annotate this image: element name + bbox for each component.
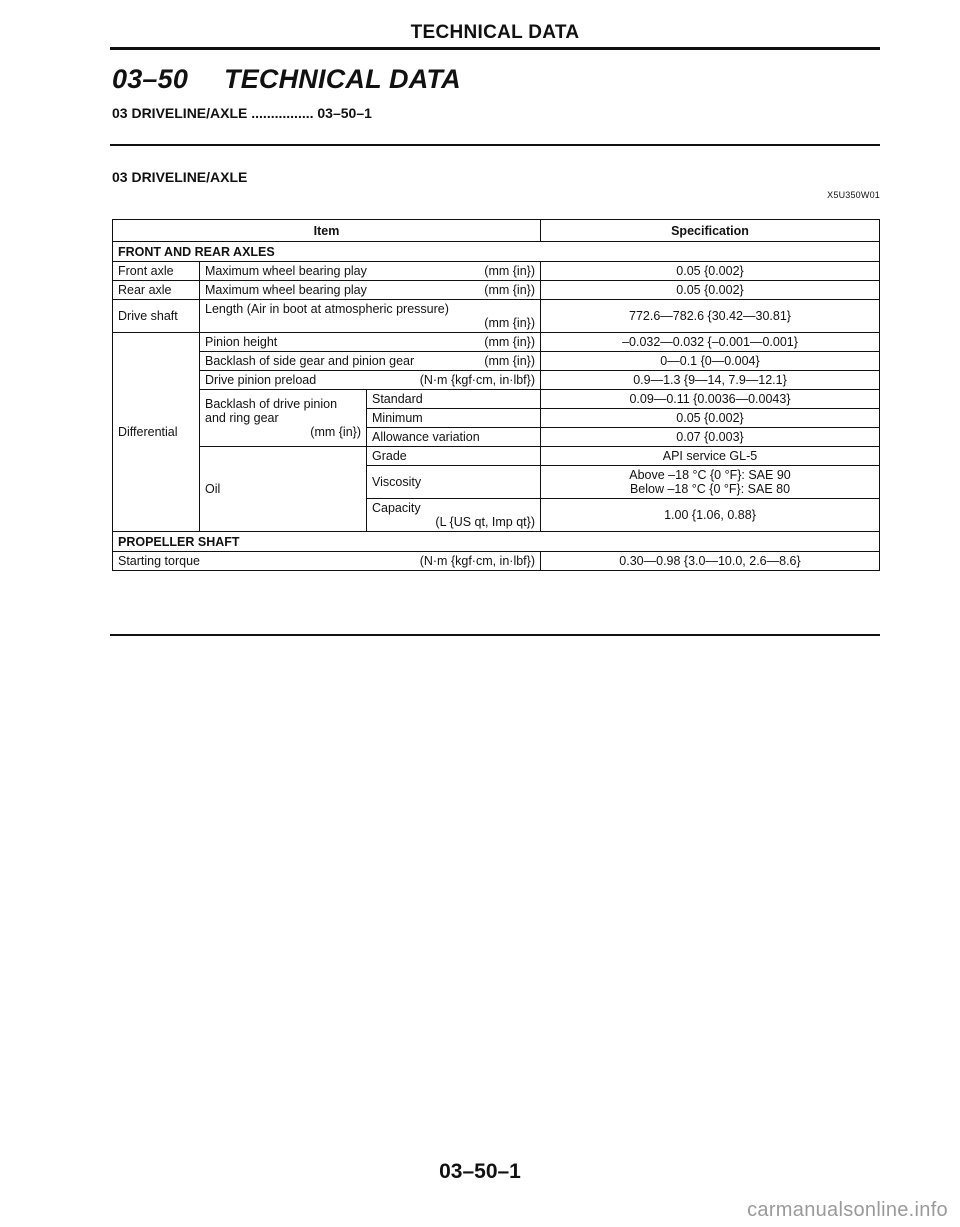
backlash-side-item	[200, 352, 541, 371]
oil-grade-label: Grade	[367, 447, 541, 466]
item-text: Starting torque	[118, 554, 200, 568]
backlash-minimum-spec: 0.05 {0.002}	[541, 409, 880, 428]
unit-text: (mm {in})	[484, 316, 535, 330]
starting-torque-spec: 0.30—0.98 {3.0—10.0, 2.6—8.6}	[541, 552, 880, 571]
header-item: Item	[113, 220, 541, 242]
unit-text: (mm {in})	[310, 425, 361, 439]
pinion-preload-item	[200, 371, 541, 390]
item-text: Length (Air in boot at atmospheric pressure)	[205, 302, 449, 316]
spec-line2: Below –18 °C {0 °F}: SAE 80	[629, 482, 791, 496]
toc-leader: ................	[247, 105, 318, 121]
table-row	[113, 552, 880, 571]
header-rule	[110, 47, 880, 50]
rear-axle-spec: 0.05 {0.002}	[541, 281, 880, 300]
header-spec: Specification	[541, 220, 880, 242]
running-header: TECHNICAL DATA	[410, 22, 580, 43]
bottom-rule	[110, 634, 880, 636]
section-row-axles	[113, 242, 880, 262]
section-number: 03–50	[112, 64, 189, 94]
table-row	[113, 262, 880, 281]
table-row	[113, 352, 880, 371]
unit-text: (mm {in})	[484, 264, 535, 278]
unit-text: (N·m {kgf·cm, in·lbf})	[419, 554, 535, 568]
toc-entry[interactable]	[112, 105, 372, 121]
backlash-allowance-label: Allowance variation	[367, 428, 541, 447]
oil-label: Oil	[200, 447, 367, 532]
backlash-standard-label: Standard	[367, 390, 541, 409]
backlash-minimum-label: Minimum	[367, 409, 541, 428]
oil-viscosity-spec	[541, 466, 880, 499]
oil-grade-spec: API service GL-5	[541, 447, 880, 466]
item-text: Backlash of side gear and pinion gear	[205, 354, 415, 368]
unit-text: (L {US qt, Imp qt})	[435, 515, 535, 529]
starting-torque-item	[113, 552, 541, 571]
item-text-line2: and ring gear	[205, 411, 279, 425]
rear-axle-label: Rear axle	[113, 281, 200, 300]
toc-label: 03 DRIVELINE/AXLE	[112, 105, 248, 121]
section-title	[112, 64, 461, 95]
item-text: Drive pinion preload	[205, 373, 317, 387]
unit-text: (mm {in})	[484, 335, 535, 349]
oil-viscosity-label: Viscosity	[367, 466, 541, 499]
unit-text: (N·m {kgf·cm, in·lbf})	[419, 373, 535, 387]
backlash-side-spec: 0—0.1 {0—0.004}	[541, 352, 880, 371]
spec-line1: Above –18 °C {0 °F}: SAE 90	[629, 468, 791, 482]
section-title-text: TECHNICAL DATA	[224, 64, 461, 94]
table-header-row	[113, 220, 880, 242]
front-axle-item	[200, 262, 541, 281]
rear-axle-item	[200, 281, 541, 300]
oil-capacity-label	[367, 499, 541, 532]
drive-shaft-item	[200, 300, 541, 333]
backlash-allowance-spec: 0.07 {0.003}	[541, 428, 880, 447]
backlash-ring-item	[200, 390, 367, 447]
pinion-height-spec: –0.032—0.032 {–0.001—0.001}	[541, 333, 880, 352]
spec-table	[112, 219, 880, 571]
table-row	[113, 281, 880, 300]
drive-shaft-label: Drive shaft	[113, 300, 200, 333]
table-row	[113, 300, 880, 333]
drive-shaft-spec: 772.6—782.6 {30.42—30.81}	[541, 300, 880, 333]
item-text: Maximum wheel bearing play	[205, 283, 367, 297]
front-axle-label: Front axle	[113, 262, 200, 281]
toc-rule	[110, 144, 880, 146]
reference-code: X5U350W01	[827, 190, 880, 200]
section-row-propeller	[113, 532, 880, 552]
watermark: carmanualsonline.info	[747, 1199, 948, 1221]
pinion-height-item	[200, 333, 541, 352]
front-axle-spec: 0.05 {0.002}	[541, 262, 880, 281]
differential-label: Differential	[113, 333, 200, 532]
backlash-standard-spec: 0.09—0.11 {0.0036—0.0043}	[541, 390, 880, 409]
pinion-preload-spec: 0.9—1.3 {9—14, 7.9—12.1}	[541, 371, 880, 390]
table-row	[113, 333, 880, 352]
table-row	[113, 390, 880, 409]
table-row	[113, 447, 880, 466]
toc-page: 03–50–1	[317, 105, 372, 121]
page-number: 03–50–1	[439, 1160, 521, 1183]
unit-text: (mm {in})	[484, 283, 535, 297]
table-row	[113, 371, 880, 390]
item-text: Pinion height	[205, 335, 278, 349]
item-text-line1: Backlash of drive pinion	[205, 397, 338, 411]
item-text: Capacity	[372, 501, 421, 515]
section-axles: FRONT AND REAR AXLES	[113, 242, 880, 262]
subsection-title: 03 DRIVELINE/AXLE	[112, 169, 248, 185]
oil-capacity-spec: 1.00 {1.06, 0.88}	[541, 499, 880, 532]
unit-text: (mm {in})	[484, 354, 535, 368]
section-propeller: PROPELLER SHAFT	[113, 532, 880, 552]
item-text: Maximum wheel bearing play	[205, 264, 367, 278]
